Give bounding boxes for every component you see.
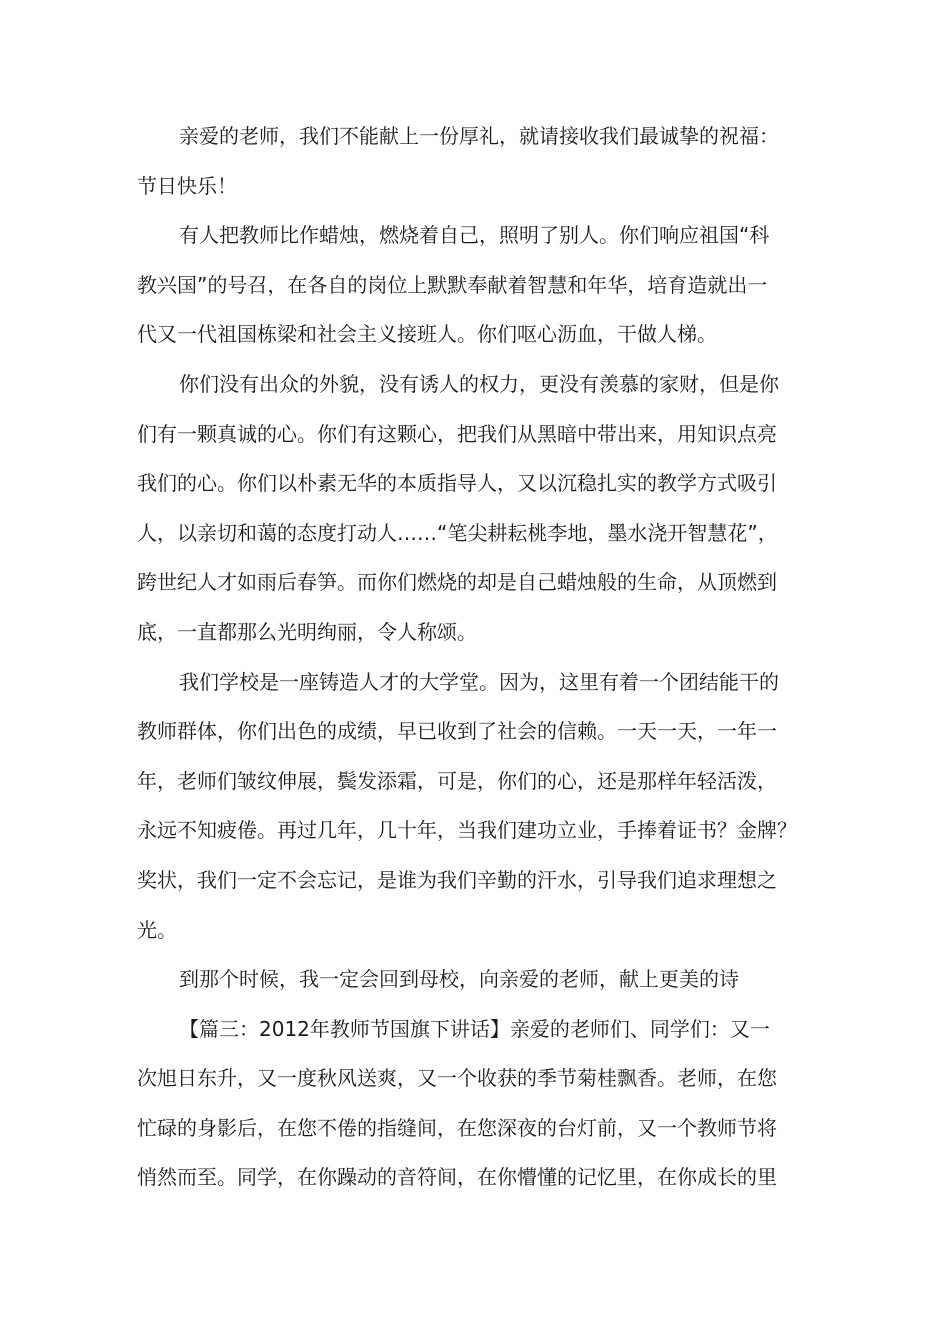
text-line: 代又一代祖国栋梁和社会主义接班人。你们呕心沥血，干做人梯。: [137, 322, 717, 347]
text-line: 人，以亲切和蔼的态度打动人……“笔尖耕耘桃李地，墨水浇开智慧花”，: [137, 520, 778, 545]
paragraph-sincere-heart: [137, 360, 837, 658]
text-line: 有人把教师比作蜡烛，燃烧着自己，照明了别人。你们响应祖国“科: [179, 223, 770, 248]
paragraph-return: [137, 955, 837, 1005]
text-line: 到那个时候，我一定会回到母校，向亲爱的老师，献上更美的诗: [179, 967, 739, 992]
paragraph-blessing: [137, 112, 837, 211]
text-line: 跨世纪人才如雨后春笋。而你们燃烧的却是自己蜡烛般的生命，从顶燃到: [137, 570, 777, 595]
text-line: 你们没有出众的外貌，没有诱人的权力，更没有羡慕的家财，但是你: [179, 371, 779, 396]
text-line: 奖状，我们一定不会忘记，是谁为我们辛勤的汗水，引导我们追求理想之: [137, 867, 777, 892]
text-line: 永远不知疲倦。再过几年，几十年，当我们建功立业，手捧着证书？金牌？: [137, 818, 797, 843]
text-line: 底，一直都那么光明绚丽，令人称颂。: [137, 619, 477, 644]
text-line: 教师群体，你们出色的成绩，早已收到了社会的信赖。一天一天，一年一: [137, 719, 777, 744]
text-line: 节日快乐！: [137, 173, 237, 198]
text-line: 们有一颗真诚的心。你们有这颗心，把我们从黑暗中带出来，用知识点亮: [137, 421, 777, 446]
text-line: 悄然而至。同学，在你躁动的音符间，在你懵懂的记忆里，在你成长的里: [137, 1165, 777, 1190]
text-line: 我们的心。你们以朴素无华的本质指导人，又以沉稳扎实的教学方式吸引: [137, 471, 777, 496]
paragraph-school: [137, 658, 837, 956]
text-line: 光。: [137, 917, 177, 942]
text-line: 年，老师们皱纹伸展，鬓发添霜，可是，你们的心，还是那样年轻活泼，: [137, 768, 777, 793]
paragraph-part-three: [137, 1005, 837, 1203]
text-line: 亲爱的老师，我们不能献上一份厚礼，就请接收我们最诚挚的祝福：: [179, 124, 779, 148]
document-body: [137, 112, 837, 1203]
paragraph-candle: [137, 211, 837, 360]
text-line: 我们学校是一座铸造人才的大学堂。因为，这里有着一个团结能干的: [179, 669, 779, 694]
text-line: 教兴国”的号召，在各自的岗位上默默奉献着智慧和年华，培育造就出一: [137, 272, 768, 297]
text-line: 【篇三：2012年教师节国旗下讲话】亲爱的老师们、同学们：又一: [179, 1016, 770, 1041]
text-line: 忙碌的身影后，在您不倦的指缝间，在您深夜的台灯前，又一个教师节将: [137, 1115, 777, 1140]
text-line: 次旭日东升，又一度秋风送爽，又一个收获的季节菊桂飘香。老师，在您: [137, 1066, 777, 1091]
